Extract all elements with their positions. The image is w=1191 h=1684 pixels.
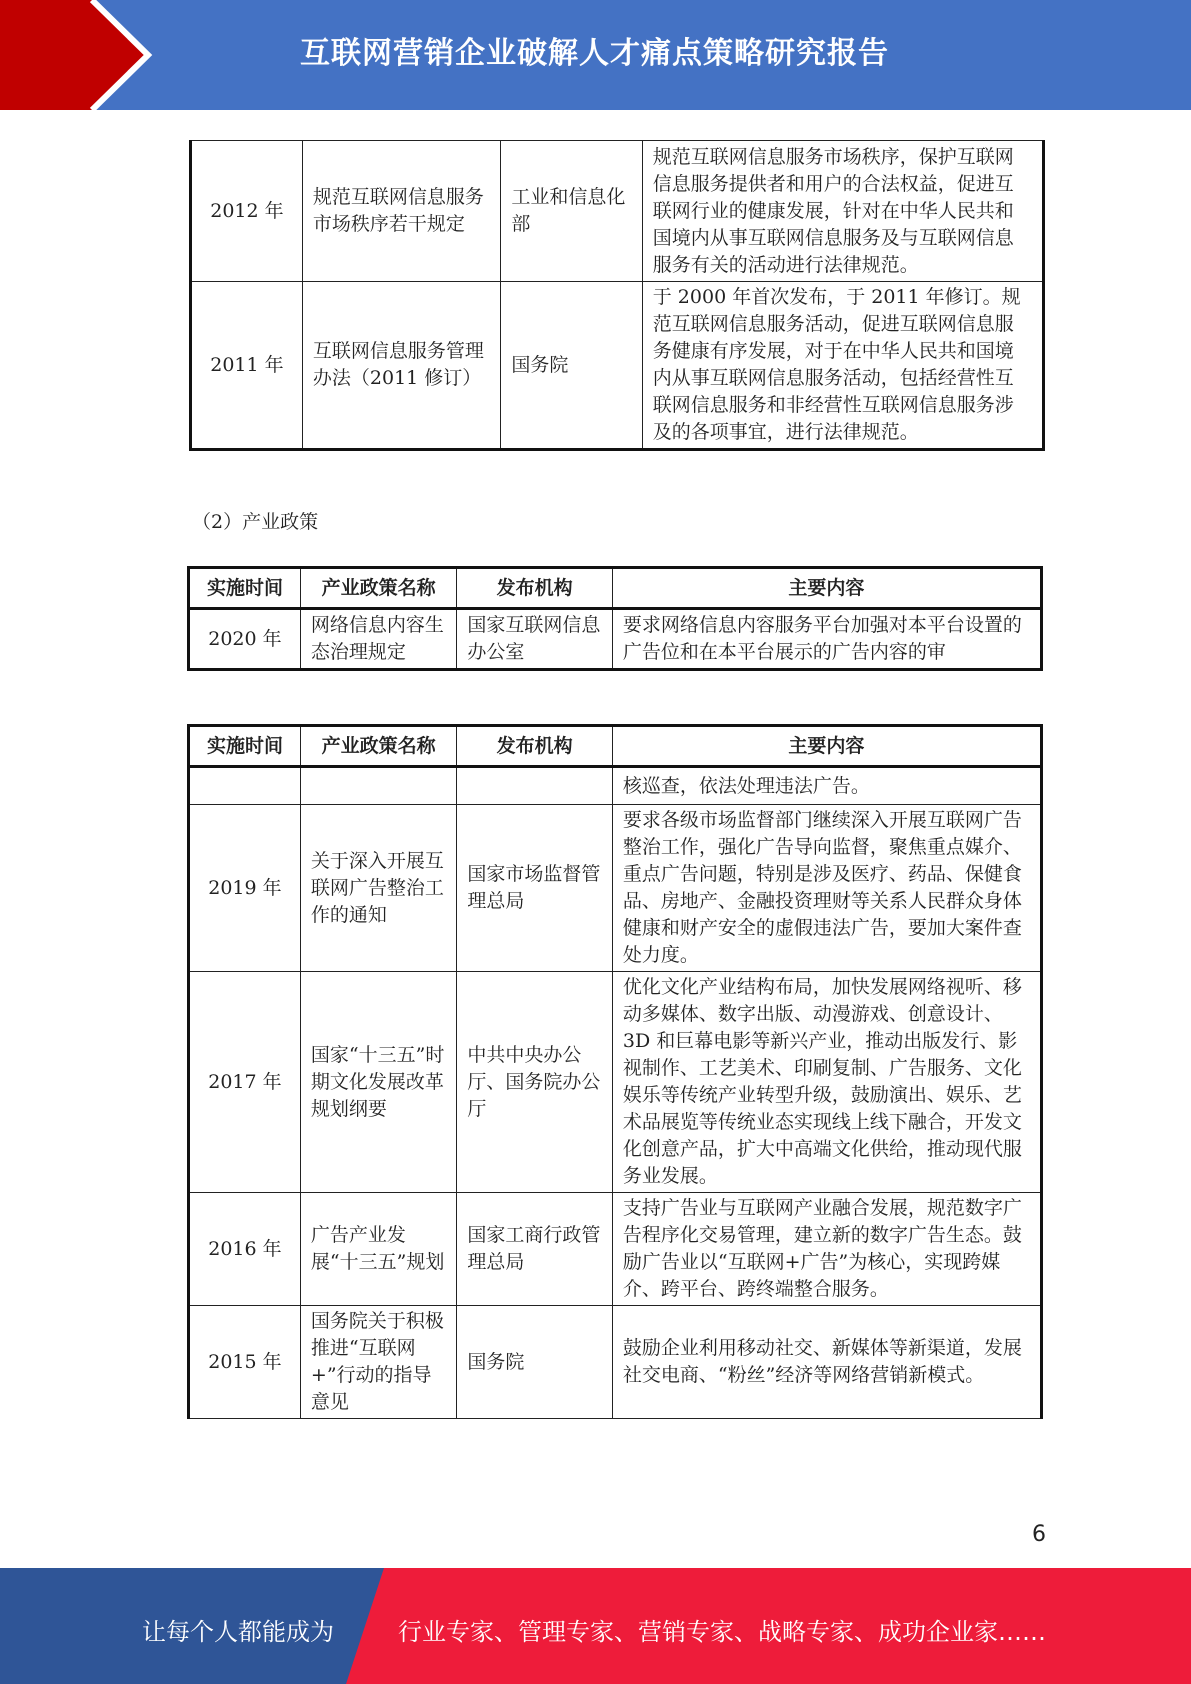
content-cell: 规范互联网信息服务市场秩序，保护互联网信息服务提供者和用户的合法权益，促进互联网行业的健康发展，针对在中华人民共和国境内从事互联网信息服务及与互联网信息服务有关的活动进行法律规范。 xyxy=(642,141,1043,282)
policy-name-cell: 广告产业发展“十三五”规划 xyxy=(300,1193,457,1306)
agency-cell: 中共中央办公厅、国务院办公厅 xyxy=(457,972,612,1193)
industry-policy-table xyxy=(187,566,1043,671)
table-row xyxy=(189,767,1042,805)
table-row xyxy=(191,282,1044,450)
content-cell: 鼓励企业利用移动社交、新媒体等新渠道，发展社交电商、“粉丝”经济等网络营销新模式。 xyxy=(612,1306,1041,1419)
header-title: 互联网营销企业破解人才痛点策略研究报告 xyxy=(300,36,889,71)
agency-cell xyxy=(457,767,612,805)
year-cell xyxy=(189,767,301,805)
agency-cell: 国家互联网信息办公室 xyxy=(457,609,612,670)
year-cell: 2017 年 xyxy=(189,972,301,1193)
agency-cell: 国务院 xyxy=(457,1306,612,1419)
year-cell: 2019 年 xyxy=(189,805,301,972)
content-cell: 要求网络信息内容服务平台加强对本平台设置的广告位和在本平台展示的广告内容的审 xyxy=(612,609,1041,670)
column-header: 产业政策名称 xyxy=(300,726,457,767)
table-header-row xyxy=(189,726,1042,767)
table-row xyxy=(189,1193,1042,1306)
content-cell: 优化文化产业结构布局，加快发展网络视听、移动多媒体、数字出版、动漫游戏、创意设计、3D 和巨幕电影等新兴产业，推动出版发行、影视制作、工艺美术、印刷复制、广告服务、文化娱乐等传统产业转型升级，鼓励演出、娱乐、艺术品展览等传统业态实现线上线下融合，开发文化创意产品，扩大中高端文化供给，推动现代服务业发展。 xyxy=(612,972,1041,1193)
agency-cell: 国务院 xyxy=(501,282,642,450)
section-label: （2）产业政策 xyxy=(192,511,319,533)
agency-cell: 国家工商行政管理总局 xyxy=(457,1193,612,1306)
content-cell: 要求各级市场监督部门继续深入开展互联网广告整治工作，强化广告导向监督，聚焦重点媒介、重点广告问题，特别是涉及医疗、药品、保健食品、房地产、金融投资理财等关系人民群众身体健康和财产安全的虚假违法广告，要加大案件查处力度。 xyxy=(612,805,1041,972)
page-header xyxy=(0,0,1191,110)
policy-name-cell: 关于深入开展互联网广告整治工作的通知 xyxy=(300,805,457,972)
column-header: 发布机构 xyxy=(457,568,612,609)
content-cell: 支持广告业与互联网产业融合发展，规范数字广告程序化交易管理，建立新的数字广告生态。鼓励广告业以“互联网+广告”为核心，实现跨媒介、跨平台、跨终端整合服务。 xyxy=(612,1193,1041,1306)
agency-cell: 国家市场监督管理总局 xyxy=(457,805,612,972)
column-header: 实施时间 xyxy=(189,568,301,609)
column-header: 产业政策名称 xyxy=(300,568,456,609)
table-row xyxy=(189,1306,1042,1419)
policy-name-cell: 国家“十三五”时期文化发展改革规划纲要 xyxy=(300,972,457,1193)
year-cell: 2020 年 xyxy=(189,609,301,670)
policy-name-cell: 网络信息内容生态治理规定 xyxy=(300,609,456,670)
table-row xyxy=(189,609,1042,670)
table-row xyxy=(191,141,1044,282)
table-row xyxy=(189,805,1042,972)
policy-name-cell: 规范互联网信息服务市场秩序若干规定 xyxy=(302,141,500,282)
policy-name-cell: 互联网信息服务管理办法（2011 修订） xyxy=(302,282,500,450)
column-header: 发布机构 xyxy=(457,726,612,767)
header-red-chevron xyxy=(0,0,160,110)
content-cell: 于 2000 年首次发布，于 2011 年修订。规范互联网信息服务活动，促进互联网信息服务健康有序发展，对于在中华人民共和国境内从事互联网信息服务活动，包括经营性互联网信息服务和非经营性互联网信息服务涉及的各项事宜，进行法律规范。 xyxy=(642,282,1043,450)
law-table xyxy=(189,140,1045,451)
column-header: 实施时间 xyxy=(189,726,301,767)
table-header-row xyxy=(189,568,1042,609)
year-cell: 2011 年 xyxy=(191,282,303,450)
year-cell: 2015 年 xyxy=(189,1306,301,1419)
agency-cell: 工业和信息化部 xyxy=(501,141,642,282)
content-cell: 核巡查，依法处理违法广告。 xyxy=(612,767,1041,805)
column-header: 主要内容 xyxy=(612,726,1041,767)
year-cell: 2016 年 xyxy=(189,1193,301,1306)
year-cell: 2012 年 xyxy=(191,141,303,282)
industry-policy-table-continued xyxy=(187,724,1043,1419)
policy-name-cell xyxy=(300,767,457,805)
table-row xyxy=(189,972,1042,1193)
policy-name-cell: 国务院关于积极推进“互联网+”行动的指导意见 xyxy=(300,1306,457,1419)
footer-slogan-right: 行业专家、管理专家、营销专家、战略专家、成功企业家…… xyxy=(398,1618,1046,1646)
column-header: 主要内容 xyxy=(612,568,1041,609)
footer-slogan-left: 让每个人都能成为 xyxy=(142,1618,334,1646)
page-number: 6 xyxy=(1032,1522,1046,1547)
